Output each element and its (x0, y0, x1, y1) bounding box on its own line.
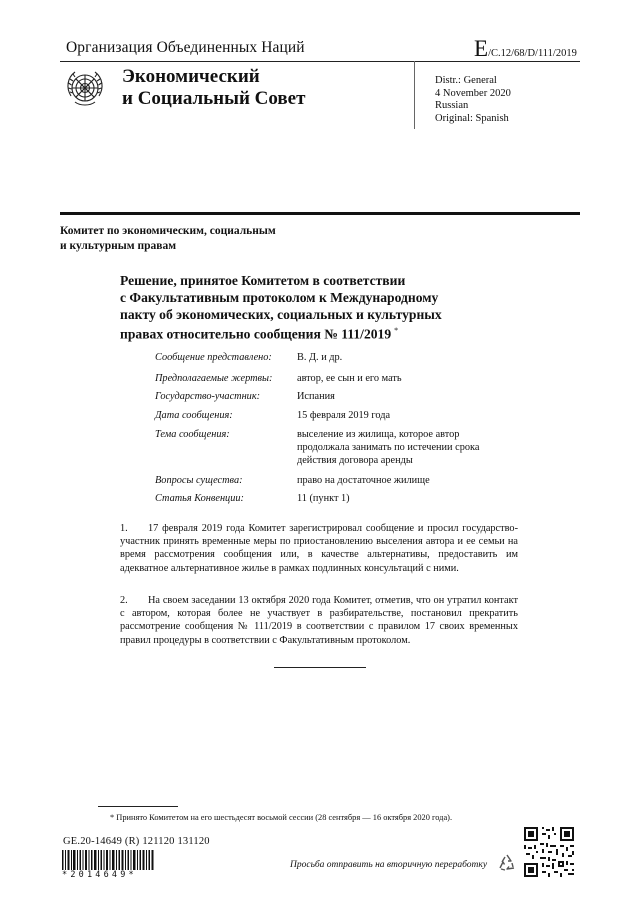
original-language: Original: Spanish (435, 112, 509, 124)
meta-label-submitted: Сообщение представлено: (155, 352, 272, 363)
document-date: 4 November 2020 (435, 87, 511, 99)
header-rule (60, 61, 580, 62)
recycle-note: Просьба отправить на вторичную переработку (290, 860, 488, 870)
committee-line2: и культурным правам (60, 239, 177, 252)
committee-line1: Комитет по экономическим, социальным (60, 225, 276, 237)
title-line: Решение, принятое Комитетом в соответствии (120, 273, 406, 288)
footnote-rule (98, 806, 178, 807)
title-line-last (120, 323, 520, 343)
organization-name: Организация Объединенных Наций (66, 39, 305, 56)
paragraph-1 (120, 522, 518, 575)
paragraph-text: На своем заседании 13 октября 2020 года Комитет, отметив, что он утратил контакт с автором, которая более не участвует в разбирательстве, постановил прекратить рассмотрение сообщения № 111/2019 в соответствии с правилом 17 своих временных правил процедуры в соответствии с Факультативным протоколом. (120, 595, 518, 646)
document-language: Russian (435, 100, 469, 112)
paragraph-text: 17 февраля 2019 года Комитет зарегистрировал сообщение и просил государство-участник принять временные меры по приостановлению выселения автора и ее семьи на время рассмотрения сообщения или, в качестве альтернативы, предоставить им адекватное альтернативное жилье в рамках подлинных консультаций с ними. (120, 523, 518, 574)
paragraph-number: 2. (120, 595, 128, 606)
title-line: пакту об экономических, социальных и культурных (120, 306, 442, 322)
qr-code-icon (524, 827, 574, 877)
header-vertical-separator (414, 61, 415, 129)
symbol-rest: /C.12/68/D/111/2019 (488, 48, 577, 59)
header-thick-rule (60, 212, 580, 215)
paragraph-2 (120, 594, 518, 647)
meta-value-submitted: В. Д. и др. (297, 352, 343, 363)
meta-label-state-party: Государство-участник: (155, 391, 261, 402)
meta-label-date: Дата сообщения: (155, 410, 233, 421)
barcode-icon (62, 850, 154, 870)
meta-label-subject: Тема сообщения: (155, 429, 230, 440)
meta-value-article: 11 (пункт 1) (297, 493, 350, 504)
document-symbol (474, 36, 577, 62)
committee-name (60, 224, 360, 253)
end-rule (274, 667, 366, 668)
meta-value-date: 15 февраля 2019 года (297, 410, 391, 421)
council-name-line2: и Социальный Совет (122, 88, 306, 109)
title-footnote-mark: * (394, 326, 399, 336)
council-name-line1: Экономический (122, 66, 260, 87)
distribution-block (435, 75, 511, 125)
paragraph-number: 1. (120, 523, 128, 534)
footnote: * Принято Комитетом на его шестьдесят восьмой сессии (28 сентября — 16 октября 2020 года). (110, 813, 453, 822)
meta-label-issues: Вопросы существа: (155, 475, 243, 486)
meta-value-state-party: Испания (297, 391, 335, 402)
meta-value-subject: выселение из жилища, которое автор продолжала занимать по истечении срока действия договора аренды (297, 429, 480, 466)
recycle-icon (497, 853, 517, 873)
title-line: правах относительно сообщения № 111/2019 (120, 326, 392, 342)
meta-label-victims: Предполагаемые жертвы: (155, 373, 273, 384)
barcode-number: *2014649* (62, 870, 137, 880)
title-line: с Факультативным протоколом к Международному (120, 289, 439, 305)
distribution: Distr.: General (435, 75, 497, 86)
symbol-first-letter: E (474, 36, 489, 61)
decision-title (120, 273, 520, 344)
document-code: GE.20-14649 (R) 121120 131120 (63, 836, 210, 847)
un-emblem-icon (63, 66, 107, 110)
council-name (122, 66, 305, 110)
meta-value-issues: право на достаточное жилище (297, 475, 430, 486)
meta-label-article: Статья Конвенции: (155, 493, 244, 504)
meta-value-victims: автор, ее сын и его мать (297, 373, 402, 384)
